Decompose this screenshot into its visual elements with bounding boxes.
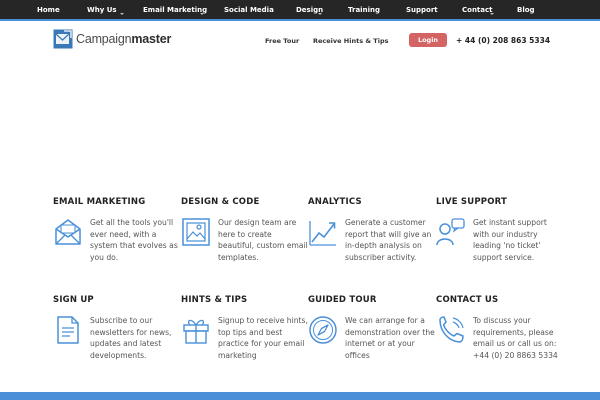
feature-title: LIVE SUPPORT [436, 197, 507, 207]
chevron-down-icon [200, 13, 204, 15]
feature-title: SIGN UP [53, 295, 94, 305]
login-button[interactable]: Login [409, 33, 447, 47]
feature-description: Get instant support with our industry leading 'no ticket' support service. [473, 218, 547, 262]
feature-title: DESIGN & CODE [181, 197, 260, 207]
nav-item-email-marketing[interactable]: Email Marketing [143, 6, 208, 14]
phone-icon [436, 315, 466, 345]
free-tour-link[interactable]: Free Tour [265, 37, 300, 45]
feature-description: To discuss your requirements, please email us or call us on: +44 (0) 20 8863 5334 [473, 316, 558, 360]
nav-item-design[interactable]: Design [296, 6, 324, 14]
line-chart-icon [308, 217, 338, 247]
footer-band [0, 392, 600, 400]
nav-item-blog[interactable]: Blog [517, 6, 535, 14]
nav-item-contact[interactable]: Contact [462, 6, 493, 14]
gift-icon [181, 315, 211, 345]
nav-item-support[interactable]: Support [406, 6, 438, 14]
feature-title: HINTS & TIPS [181, 295, 248, 305]
top-navigation [0, 0, 600, 21]
phone-number: + 44 (0) 208 863 5334 [456, 36, 551, 45]
feature-description: Get all the tools you'll ever need, with a system that evolves as you do. [90, 218, 178, 262]
receive-hints-tips-link[interactable]: Receive Hints & Tips [313, 37, 389, 45]
feature-description: Generate a customer report that will give an in-depth analysis on subscriber activity. [345, 218, 432, 262]
feature-title: GUIDED TOUR [308, 295, 377, 305]
document-icon [53, 315, 83, 345]
feature-description: Subscribe to our newsletters for news, updates and latest developments. [90, 316, 172, 360]
chat-person-icon [436, 217, 466, 247]
feature-description: Signup to receive hints, top tips and best practice for your email marketing [218, 316, 308, 360]
feature-description: We can arrange for a demonstration over the internet or at your offices [345, 316, 435, 360]
nav-item-training[interactable]: Training [348, 6, 380, 14]
feature-description: Our design team are here to create beautiful, custom email templates. [218, 218, 308, 262]
logo-mark-icon [53, 29, 73, 49]
compass-icon [308, 315, 338, 345]
logo-text: Campaignmaster [76, 32, 172, 46]
nav-item-why-us[interactable]: Why Us [87, 6, 117, 14]
nav-item-social-media[interactable]: Social Media [224, 6, 274, 14]
feature-title: EMAIL MARKETING [53, 197, 146, 207]
feature-title: CONTACT US [436, 295, 499, 305]
nav-item-home[interactable]: Home [37, 6, 60, 14]
envelope-icon [53, 217, 83, 247]
feature-title: ANALYTICS [308, 197, 362, 207]
chevron-down-icon [120, 13, 124, 15]
chevron-down-icon [490, 13, 494, 15]
image-frame-icon [181, 217, 211, 247]
chevron-down-icon [318, 13, 322, 15]
